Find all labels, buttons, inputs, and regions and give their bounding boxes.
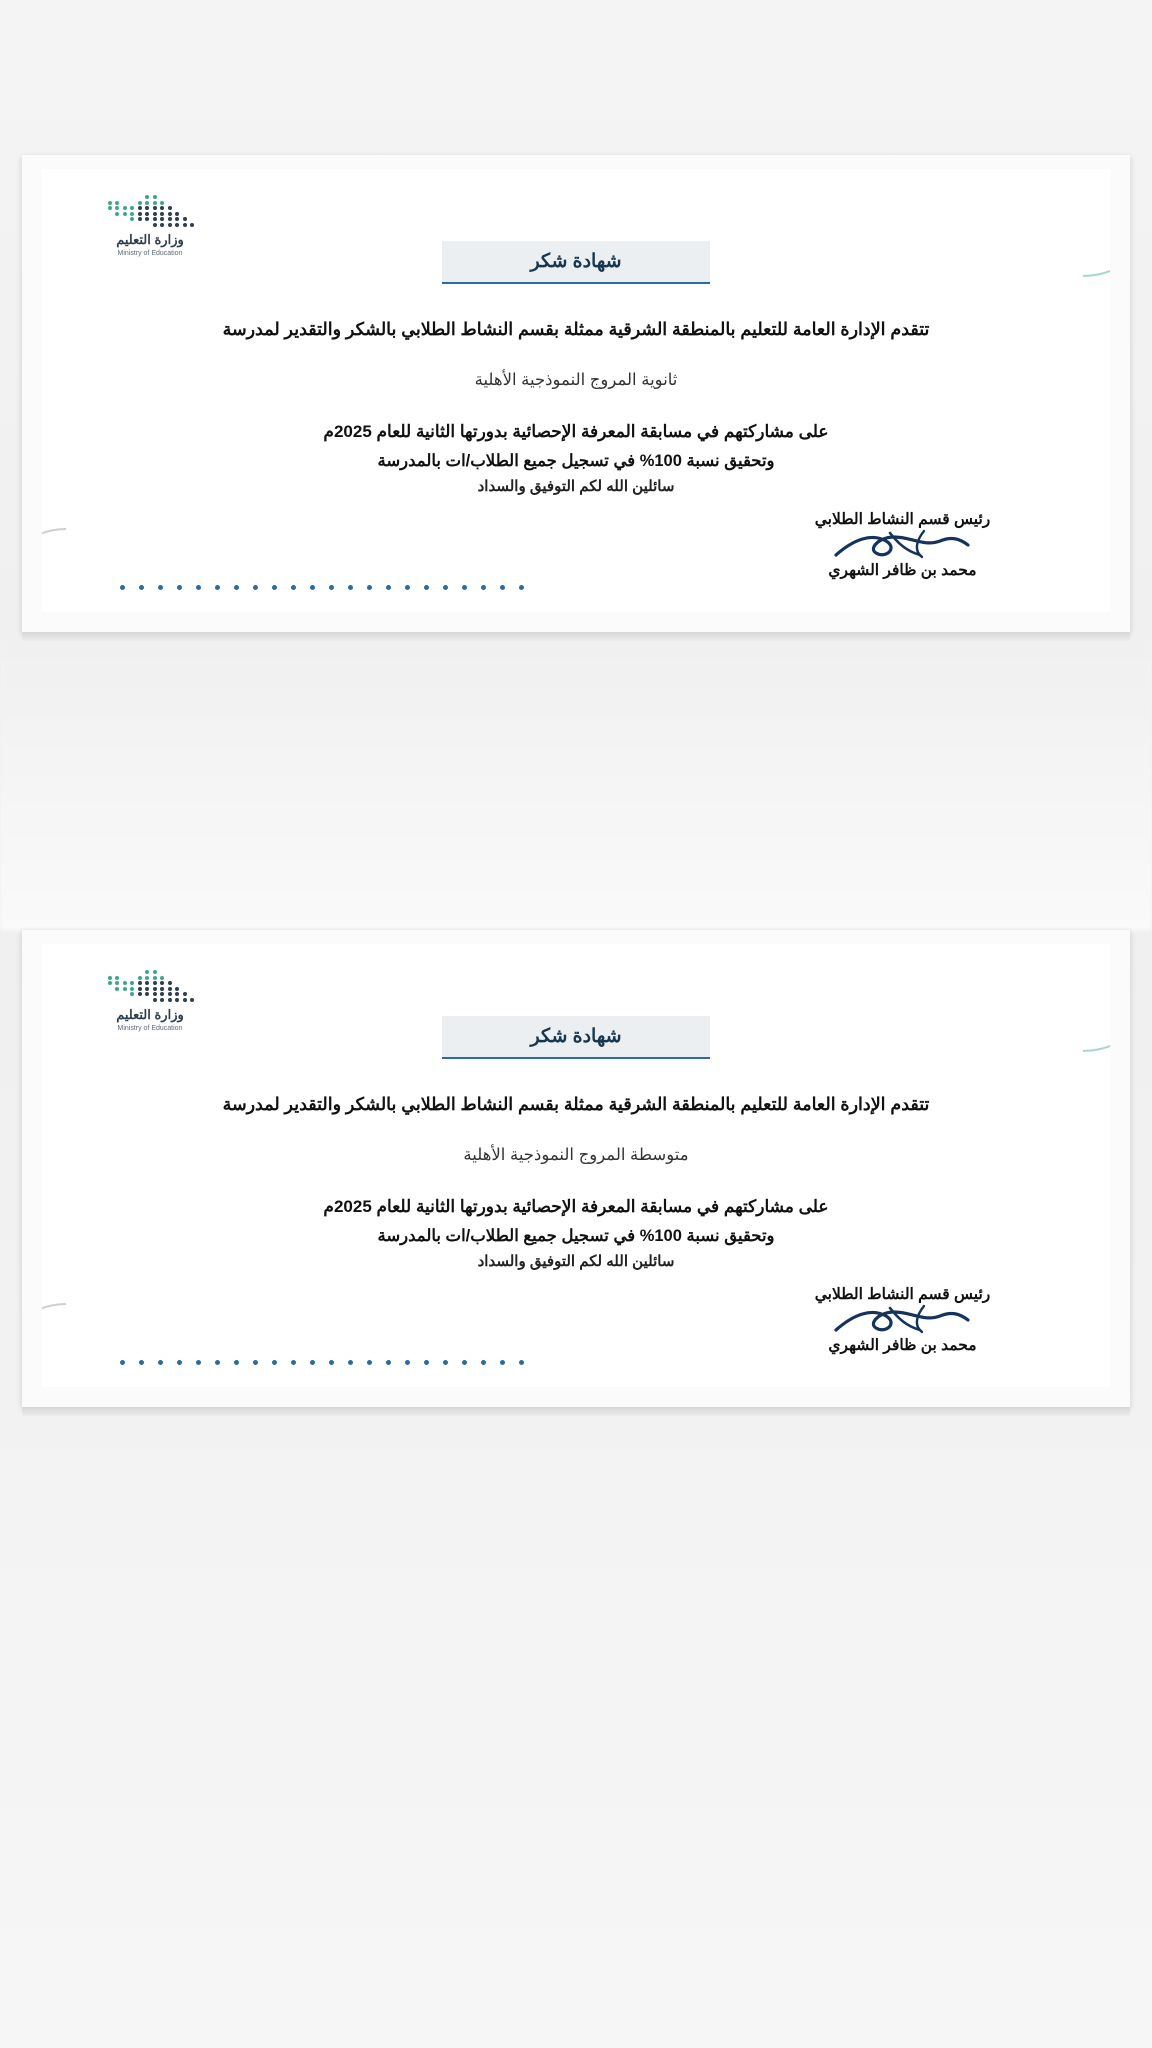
school-name: ثانوية المروج النموذجية الأهلية xyxy=(474,371,678,389)
certificate-title-text: شهادة شكر xyxy=(530,1026,622,1047)
prayer-line: سائلين الله لكم التوفيق والسداد xyxy=(477,478,675,495)
ministry-logo-arabic: وزارة التعليم xyxy=(116,231,184,247)
certificate-title xyxy=(42,241,1110,284)
signature-name: محمد بن ظافر الشهري xyxy=(828,1337,977,1354)
school-name: متوسطة المروج النموذجية الأهلية xyxy=(463,1146,689,1164)
certificate-title xyxy=(42,1016,1110,1059)
intro-line: تتقدم الإدارة العامة للتعليم بالمنطقة الشرقية ممثلة بقسم النشاط الطلابي بالشكر والتقدير لمدرسة xyxy=(222,319,930,339)
signature-block-1 xyxy=(785,510,1020,580)
decorative-arc-top-icon xyxy=(974,944,1110,1084)
scroll-gap-band xyxy=(0,640,1152,930)
certificate-body-2 xyxy=(42,1094,1110,1270)
signature-name: محمد بن ظافر الشهري xyxy=(828,562,977,579)
decorative-arc-bottom-icon xyxy=(42,1273,168,1387)
certificate-card-1-shadow xyxy=(22,632,1130,641)
percentage-line: وتحقيق نسبة 100% في تسجيل جميع الطلاب/ات بالمدرسة xyxy=(377,452,775,470)
certificate-title-text: شهادة شكر xyxy=(530,251,622,272)
percentage-line: وتحقيق نسبة 100% في تسجيل جميع الطلاب/ات بالمدرسة xyxy=(377,1227,775,1245)
certificate-card-2-shadow xyxy=(22,1407,1130,1416)
ministry-logo-english: Ministry of Education xyxy=(117,249,183,257)
signature-title: رئيس قسم النشاط الطلابي xyxy=(814,511,991,528)
decorative-dotted-line xyxy=(120,1360,524,1365)
ministry-logo-dots-icon xyxy=(90,195,210,227)
signature-title: رئيس قسم النشاط الطلابي xyxy=(814,1286,991,1303)
certificate-card-1 xyxy=(22,155,1130,632)
ministry-logo-dots-icon xyxy=(90,970,210,1002)
ministry-logo-english: Ministry of Education xyxy=(117,1024,183,1032)
prayer-line: سائلين الله لكم التوفيق والسداد xyxy=(477,1253,675,1270)
certificate-card-2 xyxy=(22,930,1130,1407)
certificate-body-1 xyxy=(42,319,1110,495)
intro-line: تتقدم الإدارة العامة للتعليم بالمنطقة الشرقية ممثلة بقسم النشاط الطلابي بالشكر والتقدير لمدرسة xyxy=(222,1094,930,1114)
signature-block-2 xyxy=(785,1285,1020,1355)
competition-line: على مشاركتهم في مسابقة المعرفة الإحصائية بدورتها الثانية للعام 2025م xyxy=(323,1197,829,1216)
decorative-dotted-line xyxy=(120,585,524,590)
ministry-logo-arabic: وزارة التعليم xyxy=(116,1006,184,1022)
competition-line: على مشاركتهم في مسابقة المعرفة الإحصائية بدورتها الثانية للعام 2025م xyxy=(323,422,829,441)
decorative-arc-bottom-icon xyxy=(42,498,168,612)
decorative-arc-top-icon xyxy=(974,169,1110,309)
